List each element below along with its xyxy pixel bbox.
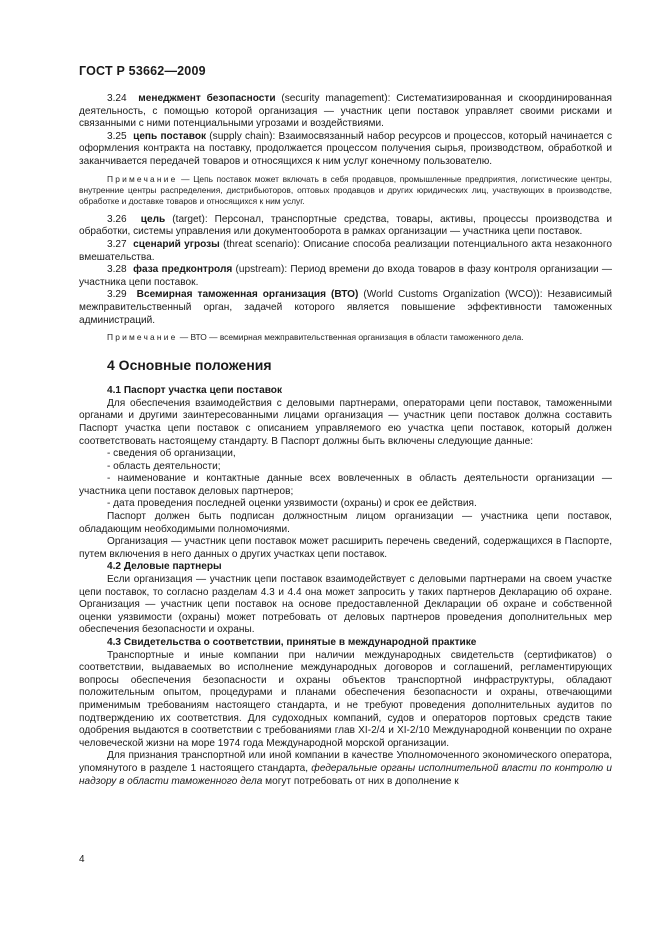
paragraph: Организация — участник цепи поставок может расширить перечень сведений, содержащихся в Паспорте, путем включения в него данных о других участках цепи поставок. bbox=[79, 536, 612, 560]
italic-phrase: федеральные органы исполнительной власти по контролю и надзору в области таможенного дела bbox=[79, 762, 612, 787]
paragraph: Для признания транспортной или иной компании в качестве Уполномоченного экономического оператора, упомянутого в разделе 1 настоящего стандарта, федеральные органы исполнительной власти по контролю и надзору в области таможенного дела могут потребовать от них в дополнение к bbox=[79, 750, 612, 787]
list-item: - дата проведения последней оценки уязвимости (охраны) и срок ее действия. bbox=[107, 498, 477, 510]
definition-3-29: 3.29 Всемирная таможенная организация (ВТО) (World Customs Organization (WCO)): Независимый межправительственный орган, задачей которого является повышение эффективности таможенных администраций. bbox=[79, 289, 613, 326]
term: цель bbox=[140, 213, 166, 225]
term: фаза предконтроля bbox=[133, 264, 233, 276]
definition-3-27: 3.27 сценарий угрозы (threat scenario): Описание способа реализации потенциального акта незаконного вмешательства. bbox=[79, 238, 612, 263]
paragraph: Для обеспечения взаимодействия с деловыми партнерами, операторами цепи поставок, таможенными органами и другими заинтересованными лицами организация — участник цепи поставок должна составить Паспорт участка цепи поставок с описанием управляемого ею участка цепи поставок, который должен соответствовать настоящему стандарту. В Паспорт должны быть включены следующие данные: bbox=[79, 397, 612, 447]
subsection-4-2-heading: 4.2 Деловые партнеры bbox=[107, 561, 222, 573]
list-item: - наименование и контактные данные всех вовлеченных в область деятельности организации — участника цепи поставок деловых партнеров; bbox=[79, 473, 612, 497]
subsection-4-1-heading: 4.1 Паспорт участка цепи поставок bbox=[107, 385, 282, 397]
definition-3-24: 3.24 менеджмент безопасности (security management): Систематизированная и скоординированная деятельность, с помощью которой организация — участник цепи поставок управляет своими рисками и связанными с ними потенциальными угрозами и воздействиями. bbox=[79, 93, 612, 130]
term: сценарий угрозы bbox=[133, 238, 220, 250]
standard-header: ГОСТ Р 53662—2009 bbox=[79, 64, 206, 78]
list-item: - сведения об организации, bbox=[107, 448, 236, 460]
definition-3-25: 3.25 цепь поставок (supply chain): Взаимосвязанный набор ресурсов и процессов, который начинается с оформления контракта на поставку, продолжается процессом получения сырья, производством, обработкой и заканчивается передачей товаров и относящихся к ним услуг конечному пользователю. bbox=[79, 130, 613, 167]
paragraph: Если организация — участник цепи поставок взаимодействует с деловыми партнерами на своем участке цепи поставок, то согласно разделам 4.3 и 4.4 она может запросить у таких партнеров Декларацию об охране. Организация — участник цепи поставок на основе предоставленной Декларации об охране и собственной оценки уязвимости (охраны) может потребовать от деловых партнеров проведения дополнительных мер обеспечения безопасности и охраны. bbox=[79, 574, 612, 636]
paragraph: Транспортные и иные компании при наличии международных свидетельств (сертификатов) о соответствии, выдаваемых во исполнение международных договоров и соглашений, регламентирующих вопросы обеспечения безопасности и охраны объектов транспортной инфраструктуры, обладают положительным опытом, процедурами и планами обеспечения безопасности и охраны, отвечающими применимым требованиям настоящего стандарта, и не требуют проведения дополнительных аудитов по подтверждению их соответствия. Для судоходных компаний, судов и операторов портовых средств такие одобрения выдаются в соответствии с требованиями глав XI-2/4 и XI-2/10 Международной конвенции по охране человеческой жизни на море 1974 года Международной морской организации. bbox=[79, 649, 612, 749]
page-number: 4 bbox=[79, 854, 85, 865]
term: цепь поставок bbox=[133, 130, 207, 142]
section-heading: 4 Основные положения bbox=[107, 356, 272, 373]
paragraph: Паспорт должен быть подписан должностным лицом организации — участника цепи поставок, обладающим необходимыми полномочиями. bbox=[79, 511, 612, 535]
term: Всемирная таможенная организация (ВТО) bbox=[136, 289, 359, 301]
definition-3-28: 3.28 фаза предконтроля (upstream): Период времени до входа товаров в фазу контроля организации — участника цепи поставок. bbox=[79, 264, 612, 288]
term: менеджмент безопасности bbox=[138, 93, 276, 104]
subsection-4-3-heading: 4.3 Свидетельства о соответствии, принятые в международной практике bbox=[107, 637, 477, 648]
note-wco: Примечание — ВТО — всемирная межправительственная организация в области таможенного дела. bbox=[107, 332, 524, 343]
note-supply-chain: Примечание — Цепь поставок может включать в себя продавцов, промышленные предприятия, логистические центры, внутренние центры распределения, дистрибьюторов, оптовых продавцов и других юридических лиц, участвующих в производстве, обработке и доставке товаров и относящихся к ним услуг. bbox=[79, 173, 612, 207]
document-body bbox=[79, 93, 612, 788]
definition-3-26: 3.26 цель (target): Персонал, транспортные средства, товары, активы, процессы производства и обработки, системы управления или документооборота в рамках организации — участника цепи поставок. bbox=[79, 213, 612, 238]
list-item: - область деятельности; bbox=[107, 460, 221, 472]
